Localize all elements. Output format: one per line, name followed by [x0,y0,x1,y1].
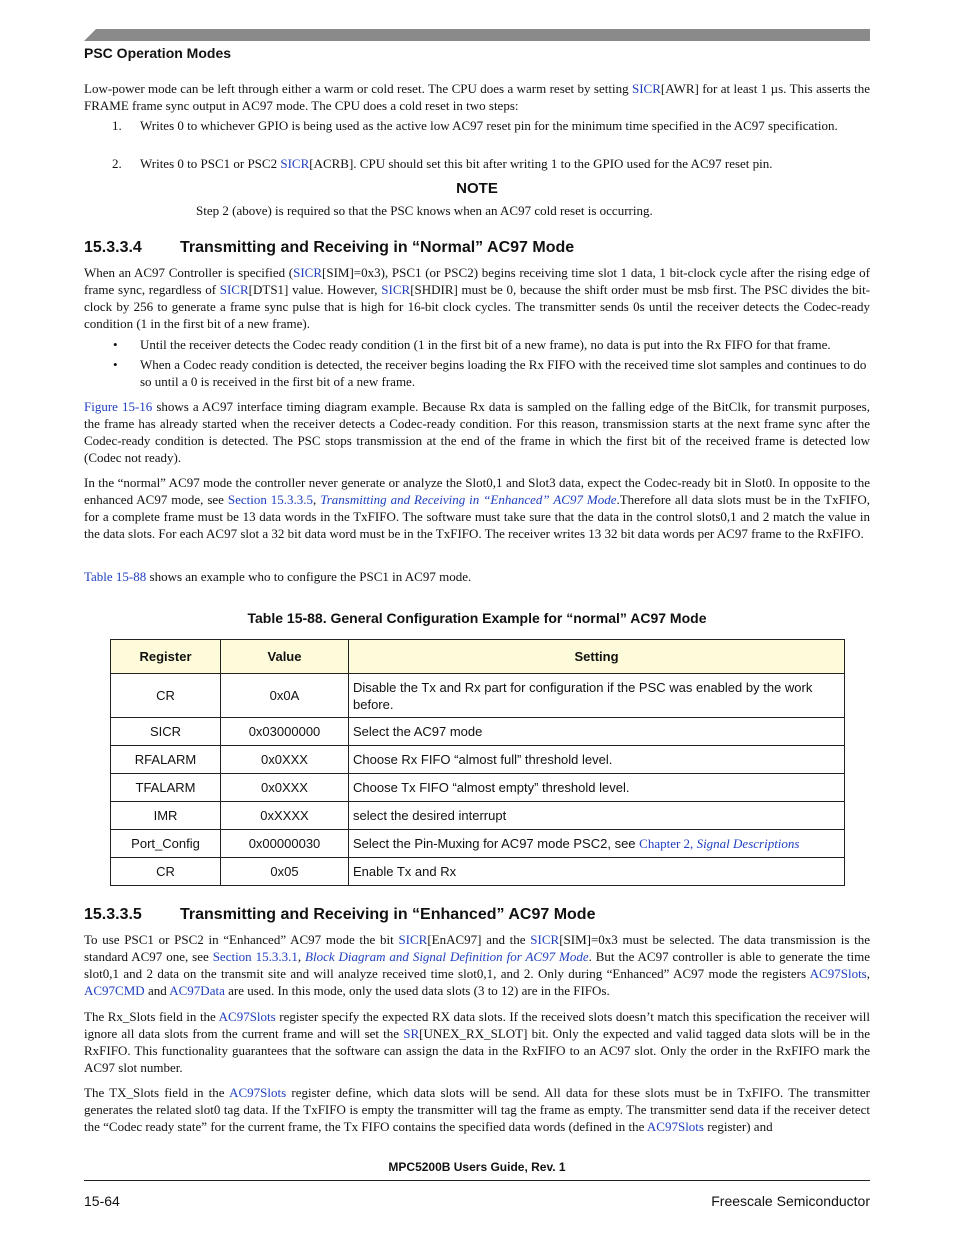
value-cell: 0x03000000 [221,718,349,746]
text-run: and [144,983,170,998]
header-bar [84,29,870,41]
step-marker: 2. [112,156,122,171]
footer-company: Freescale Semiconductor [711,1193,870,1209]
text-run: [SIM]=0x3), PSC1 (or PSC2) begins receiving time slot 1 data, 1 bit-clock cycle after the rising edge of frame sync, regardless of [84,265,870,297]
footer-doc-title: MPC5200B Users Guide, Rev. 1 [388,1160,566,1174]
text-run: [SHDIR] must be 0, because the shift order must be msb first. The PSC divides the bit-clock by 256 to generate a frame sync pulse that is high for 16-bit clock cycles. The transmitter sends 0s until the receiver detects the Codec-ready condition (1 in the first bit of a new frame). [84,282,871,331]
text-run: Select the Pin-Muxing for AC97 mode PSC2, see [353,836,640,851]
table-row [111,802,845,830]
register-cell: Port_Config [111,830,221,858]
sr-link[interactable]: SR [403,1026,420,1041]
table-row [111,674,845,718]
section-number: 15.3.3.4 [84,239,142,256]
register-cell: TFALARM [111,774,221,802]
text-run: The Rx_Slots field in the [84,1009,219,1024]
enhanced-paragraph-1 [84,931,870,999]
section-heading-normal [84,239,574,257]
note-title: NOTE [456,180,498,197]
bullet-marker: • [113,357,118,372]
section-heading-enhanced [84,906,595,924]
text-run: [DTS1] value. However, [248,282,382,297]
ac97slots-link[interactable]: AC97Slots [809,966,867,981]
enhanced-paragraph-2 [84,1008,870,1076]
sicr-link[interactable]: SICR [398,932,428,947]
text-run: To use PSC1 or PSC2 in “Enhanced” AC97 mode the bit [84,932,399,947]
section-title-link[interactable]: Block Diagram and Signal Definition for AC97 Mode [305,949,589,964]
table-link[interactable]: Table 15-88 [84,569,147,584]
text-run: Writes 0 to whichever GPIO is being used as the active low AC97 reset pin for the minimum time specified in the AC97 specification. [140,118,838,133]
register-cell: CR [111,858,221,886]
text-run: [AWR] for at least 1 µs. This asserts the FRAME frame sync output in AC97 mode. The CPU does a cold reset in two steps: [84,81,870,113]
normal-paragraph-2 [84,398,870,466]
register-cell: RFALARM [111,746,221,774]
intro-paragraph [84,80,870,114]
value-cell: 0x0XXX [221,746,349,774]
ac97data-link[interactable]: AC97Data [169,983,225,998]
column-header-value: Value [221,640,349,674]
chapter-link[interactable]: Chapter 2, [639,836,697,851]
sicr-link[interactable]: SICR [219,282,249,297]
setting-cell: select the desired interrupt [349,802,845,830]
value-cell: 0x0XXX [221,774,349,802]
section-link[interactable]: Section 15.3.3.1 [212,949,298,964]
text-run: , [297,949,306,964]
table-caption: Table 15-88. General Configuration Example for “normal” AC97 Mode [247,610,707,626]
table-row [111,858,845,886]
value-cell: 0x00000030 [221,830,349,858]
table-row [111,830,845,858]
bullet-marker: • [113,337,118,352]
header-bar-notch [84,29,96,41]
note-body: Step 2 (above) is required so that the PSC knows when an AC97 cold reset is occurring. [196,203,653,218]
sicr-link[interactable]: SICR [381,282,411,297]
section-title: Transmitting and Receiving in “Normal” AC97 Mode [180,239,575,256]
bullet-item: Until the receiver detects the Codec ready condition (1 in the first bit of a new frame), no data is put into the Rx FIFO for that frame. [140,337,831,352]
section-number: 15.3.3.5 [84,906,142,923]
text-run: register) and [703,1119,773,1134]
text-run: [SIM]=0x3 must be selected. The data transmission is the standard AC97 one, see [84,932,871,964]
footer-rule [84,1180,870,1181]
sicr-link[interactable]: SICR [293,265,323,280]
text-run: , [313,492,321,507]
ac97slots-link[interactable]: AC97Slots [229,1085,287,1100]
bullet-item: When a Codec ready condition is detected, the receiver begins loading the Rx FIFO with the received time slot samples and continues to do so until a 0 is received in the first bit of a new frame. [140,357,867,389]
figure-link[interactable]: Figure 15-16 [84,399,153,414]
sicr-link[interactable]: SICR [530,932,560,947]
text-run: .Therefore all data slots must be in the TxFIFO, for a complete frame must be 13 data words in the TxFIFO. The software must take sure that the data in the control slots0,1 and 2 match the value in the data slots. For each AC97 slot a 32 bit data word must be in the TxFIFO. The receiver writes 13 32 bit data words per AC97 frame to the RxFIFO. [84,492,870,541]
text-run: [ACRB]. CPU should set this bit after writing 1 to the GPIO used for the AC97 reset pin. [309,156,773,171]
table-row [111,746,845,774]
text-run: [EnAC97] and the [427,932,531,947]
step-marker: 1. [112,118,122,133]
value-cell: 0x0A [221,674,349,718]
enhanced-paragraph-3 [84,1084,870,1135]
register-cell: CR [111,674,221,718]
running-header-title: PSC Operation Modes [84,45,232,61]
normal-paragraph-4 [84,568,870,585]
setting-cell: Choose Rx FIFO “almost full” threshold level. [349,746,845,774]
register-cell: SICR [111,718,221,746]
config-table [110,639,845,886]
text-run: . But the AC97 controller is able to generate the time slot0,1 and 2 data on the transmit site and will analyze received time slot0,1, and 2. Only during “Enhanced” AC97 mode the registers [84,949,871,981]
setting-cell: Enable Tx and Rx [349,858,845,886]
text-run: are used. In this mode, only the used data slots (3 to 12) are in the FIFOs. [224,983,610,998]
setting-cell [349,830,845,858]
step-item [140,155,870,172]
table-row [111,774,845,802]
setting-cell: Select the AC97 mode [349,718,845,746]
sicr-link[interactable]: SICR [631,81,661,96]
normal-paragraph-3 [84,474,870,542]
value-cell: 0x05 [221,858,349,886]
text-run: , [866,966,870,981]
value-cell: 0xXXXX [221,802,349,830]
section-title-link[interactable]: Transmitting and Receiving in “Enhanced” AC97 Mode [320,492,617,507]
section-title: Transmitting and Receiving in “Enhanced” AC97 Mode [180,906,596,923]
table-row [111,718,845,746]
page-number: 15-64 [84,1193,120,1209]
text-run: register specify the expected RX data slots. If the received slots doesn’t match this specification the receiver will ignore all data slots from the current frame and will set the [84,1009,870,1041]
text-run: Low-power mode can be left through either a warm or cold reset. The CPU does a warm reset by setting [84,81,632,96]
text-run: shows an example who to configure the PSC1 in AC97 mode. [146,569,472,584]
text-run: Writes 0 to PSC1 or PSC2 [140,156,281,171]
column-header-register: Register [111,640,221,674]
sicr-link[interactable]: SICR [280,156,310,171]
ac97slots-link[interactable]: AC97Slots [646,1119,704,1134]
text-run: [UNEX_RX_SLOT] bit. Only the expected and valid tagged data slots will be in the RxFIFO. This functionality guarantees that the software can assign the data in the RxFIFO to an AC97 slot. Only the order in the RxFIFO mark the AC97 slot number. [84,1026,870,1075]
text-run: The TX_Slots field in the [84,1085,230,1100]
setting-cell: Choose Tx FIFO “almost empty” threshold level. [349,774,845,802]
table-header-row [111,640,845,674]
text-run: When an AC97 Controller is specified ( [84,265,294,280]
setting-cell: Disable the Tx and Rx part for configuration if the PSC was enabled by the work before. [349,674,845,718]
column-header-setting: Setting [349,640,845,674]
ac97slots-link[interactable]: AC97Slots [218,1009,276,1024]
chapter-title-link[interactable]: Signal Descriptions [696,836,800,851]
section-link[interactable]: Section 15.3.3.5 [227,492,314,507]
text-run: register define, which data slots will be send. All data for these slots must be in TxFIFO. The transmitter generates the related slot0 tag data. If the TxFIFO is empty the transmitter will tag the frame as empty. The transmitter send data if the receiver detect the “Codec ready state” for the current frame, the Tx FIFO contains the specified data words (defined in the [84,1085,870,1134]
normal-paragraph-1 [84,264,870,332]
register-cell: IMR [111,802,221,830]
text-run: shows a AC97 interface timing diagram example. Because Rx data is sampled on the falling edge of the BitClk, for transmit purposes, the frame has already started when the receiver detects a Codec-ready condition. For this reason, transmission starts at the next frame sync after the Codec-ready condition is detected. The PSC stops transmission at the end of the frame in which the first bit of the received frame is detected low (Codec not ready). [84,399,870,465]
text-run: In the “normal” AC97 mode the controller never generate or analyze the Slot0,1 and Slot3 data, expect the Codec-ready bit in Slot0. In opposite to the enhanced AC97 mode, see [84,475,870,507]
ac97cmd-link[interactable]: AC97CMD [84,983,145,998]
step-item [140,117,870,134]
